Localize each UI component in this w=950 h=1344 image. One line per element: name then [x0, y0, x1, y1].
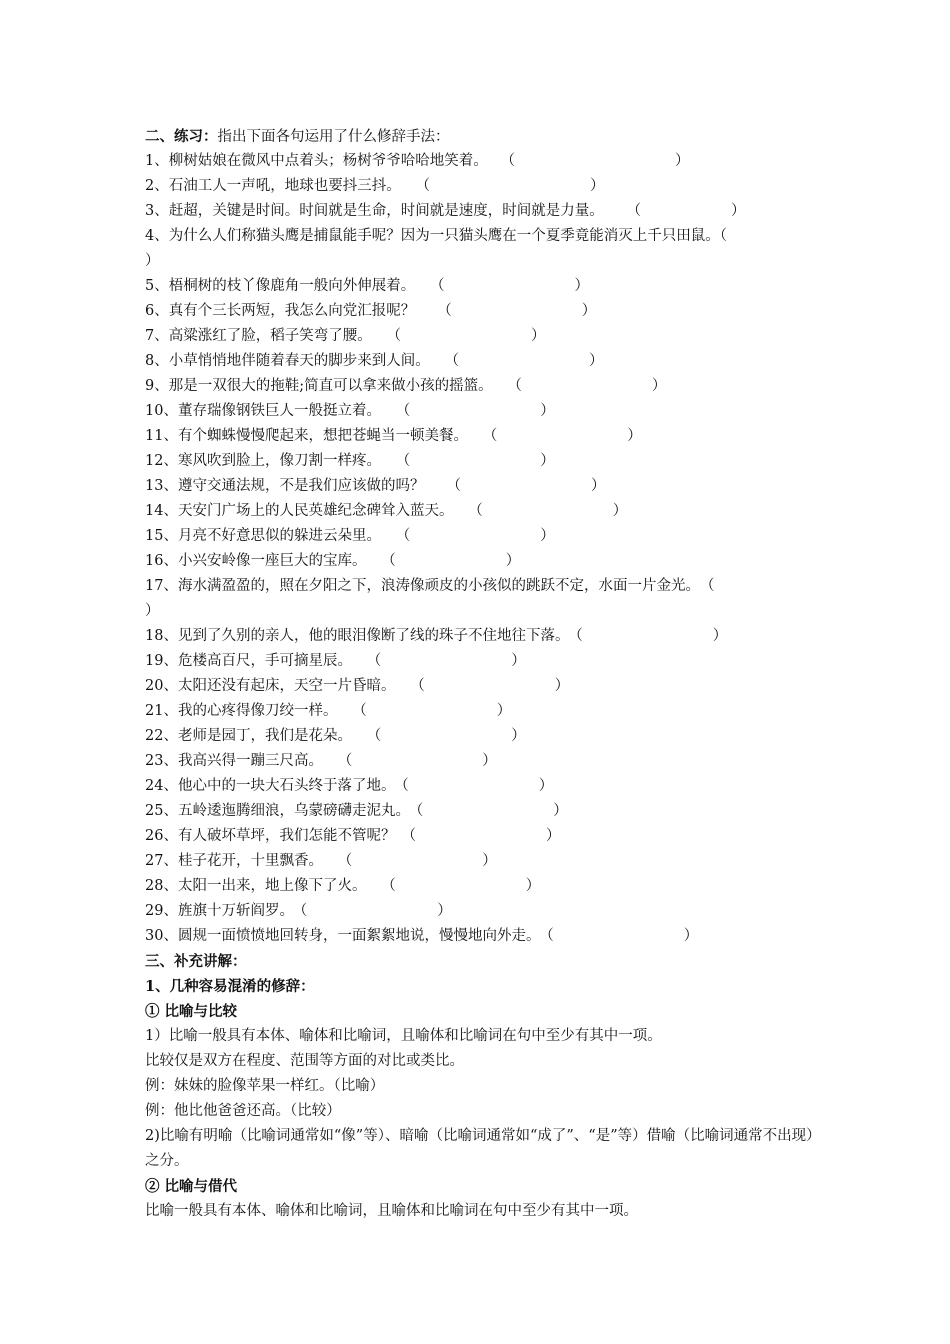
- question-text: 10、董存瑞像钢铁巨人一般挺立着。: [145, 403, 381, 419]
- question-item: [145, 624, 825, 649]
- open-paren: （: [402, 528, 411, 544]
- question-text: 7、高粱涨红了脸，稻子笑弯了腰。: [145, 328, 372, 344]
- open-paren: （: [575, 628, 583, 644]
- answer-blank[interactable]: [423, 178, 605, 194]
- open-paren: （: [388, 553, 396, 569]
- question-list: [145, 149, 825, 949]
- answer-blank[interactable]: [401, 828, 560, 844]
- example-1: 例：妹妹的脸像苹果一样红。（比喻）: [145, 1078, 385, 1094]
- question-item: [145, 499, 825, 524]
- close-paren: ）: [553, 803, 568, 819]
- paragraph-3: 2)比喻有明喻（比喻词通常如“像”等）、暗喻（比喻词通常如“成了”、“是”等）借喻（比喻词通常不出现）之分。: [145, 1128, 821, 1169]
- answer-blank[interactable]: [388, 878, 540, 894]
- question-item: [145, 449, 825, 474]
- open-paren: （: [393, 328, 401, 344]
- question-item: [145, 549, 825, 574]
- question-text: 19、危楼高百尺，手可摘星辰。: [145, 653, 352, 669]
- question-item: [145, 799, 825, 824]
- question-item: [145, 224, 825, 249]
- answer-blank[interactable]: [374, 653, 526, 669]
- open-paren: （: [507, 153, 515, 169]
- question-item: [145, 824, 825, 849]
- question-item: [145, 674, 825, 699]
- answer-blank[interactable]: [403, 453, 555, 469]
- question-text: 27、桂子花开，十里飘香。: [145, 853, 323, 869]
- open-paren: （: [359, 703, 367, 719]
- open-paren: （: [417, 678, 425, 694]
- open-paren: （: [415, 803, 424, 819]
- close-paren: ）: [712, 628, 728, 644]
- question-item: [145, 874, 825, 899]
- answer-blank[interactable]: [475, 503, 627, 519]
- close-paren: ）: [482, 753, 497, 769]
- document-body: [145, 124, 825, 1224]
- question-item: [145, 274, 825, 299]
- open-paren: （: [388, 878, 396, 894]
- section2-instruction: 指出下面各句运用了什么修辞手法：: [217, 129, 450, 145]
- question-item: [145, 899, 825, 924]
- answer-blank-continuation[interactable]: [145, 249, 825, 274]
- question-text: 8、小草悄悄地伴随着春天的脚步来到人间。: [145, 353, 430, 369]
- answer-blank[interactable]: [634, 203, 746, 219]
- answer-blank[interactable]: [446, 478, 605, 494]
- open-paren: （: [373, 728, 382, 744]
- section3-subheading: 1、几种容易混淆的修辞：: [145, 978, 315, 995]
- answer-blank-continuation[interactable]: [145, 599, 825, 624]
- question-text: 9、那是一双很大的拖鞋;简直可以拿来做小孩的摇篮。: [145, 378, 493, 394]
- close-paren: ）: [590, 478, 606, 494]
- question-text: 17、海水满盈盈的，照在夕阳之下，浪涛像顽皮的小孩似的跳跃不定，水面一片金光。 （: [145, 578, 715, 594]
- close-paren: ）: [505, 553, 521, 569]
- answer-blank[interactable]: [374, 728, 526, 744]
- open-paren: （: [401, 778, 409, 794]
- answer-blank[interactable]: [546, 928, 698, 944]
- section2-heading: 二、练习：: [145, 128, 218, 145]
- item2-title: ② 比喻与借代: [145, 1178, 238, 1195]
- close-paren: ）: [589, 178, 605, 194]
- open-paren: （: [437, 303, 452, 319]
- answer-blank[interactable]: [388, 553, 520, 569]
- close-paren: ）: [588, 353, 604, 369]
- open-paren: （: [402, 403, 411, 419]
- answer-blank[interactable]: [417, 678, 569, 694]
- question-item: [145, 374, 825, 399]
- question-text: 23、我高兴得一蹦三尺高。: [145, 753, 323, 769]
- question-item: [145, 199, 825, 224]
- answer-blank[interactable]: [490, 428, 642, 444]
- open-paren: （: [344, 853, 353, 869]
- open-paren: （: [299, 903, 308, 919]
- answer-blank[interactable]: [437, 303, 596, 319]
- paragraph-2: 比较仅是双方在程度、范围等方面的对比或类比。: [145, 1053, 464, 1069]
- example-2: 例：他比他爸爸还高。（比较）: [145, 1103, 341, 1119]
- question-text: 26、有人破坏草坪，我们怎能不管呢？: [145, 828, 396, 844]
- question-text: 15、月亮不好意思似的躲进云朵里。: [145, 528, 381, 544]
- question-text: 4、为什么人们称猫头鹰是捕鼠能手呢？因为一只猫头鹰在一个夏季竟能消灭上千只田鼠。（: [145, 228, 727, 244]
- question-text: 30、圆规一面愤愤地回转身，一面絮絮地说，慢慢地向外走。: [145, 928, 541, 944]
- question-item: [145, 399, 825, 424]
- question-text: 13、遵守交通法规，不是我们应该做的吗？: [145, 478, 425, 494]
- question-item: [145, 649, 825, 674]
- question-text: 29、旌旗十万斩阎罗。: [145, 903, 294, 919]
- open-paren: （: [344, 753, 353, 769]
- close-paren: ）: [145, 603, 160, 619]
- close-paren: ）: [540, 403, 555, 419]
- question-text: 11、有个蜘蛛慢慢爬起来，想把苍蝇当一顿美餐。: [145, 428, 468, 444]
- answer-blank[interactable]: [403, 528, 555, 544]
- answer-blank[interactable]: [575, 628, 727, 644]
- close-paren: ）: [574, 278, 589, 294]
- open-paren: （: [446, 478, 461, 494]
- close-paren: ）: [511, 728, 526, 744]
- close-paren: ）: [540, 528, 555, 544]
- question-item: [145, 474, 825, 499]
- question-text: 3、赶超，关键是时间。时间就是生命，时间就是速度，时间就是力量。: [145, 203, 604, 219]
- answer-blank[interactable]: [345, 753, 497, 769]
- open-paren: （: [489, 428, 498, 444]
- question-text: 22、老师是园丁，我们是花朵。: [145, 728, 352, 744]
- open-paren: （: [633, 203, 641, 219]
- question-item: [145, 574, 825, 599]
- question-item: [145, 699, 825, 724]
- close-paren: ）: [651, 378, 667, 394]
- close-paren: ）: [540, 453, 555, 469]
- question-text: 25、五岭逶迤腾细浪，乌蒙磅礴走泥丸。: [145, 803, 410, 819]
- answer-blank[interactable]: [508, 153, 690, 169]
- open-paren: （: [546, 928, 554, 944]
- close-paren: ）: [145, 253, 160, 269]
- question-item: [145, 149, 825, 174]
- question-text: 24、他心中的一块大石头终于落了地。: [145, 778, 396, 794]
- section3-heading: 三、补充讲解：: [145, 953, 247, 970]
- answer-blank[interactable]: [437, 278, 589, 294]
- question-item: [145, 424, 825, 449]
- close-paren: ）: [545, 828, 561, 844]
- open-paren: （: [475, 503, 483, 519]
- question-text: 14、天安门广场上的人民英雄纪念碑耸入蓝天。: [145, 503, 454, 519]
- question-item: [145, 299, 825, 324]
- paragraph-1: 1）比喻一般具有本体、喻体和比喻词，且喻体和比喻词在句中至少有其中一项。: [145, 1028, 662, 1044]
- answer-blank[interactable]: [416, 803, 568, 819]
- answer-blank[interactable]: [394, 328, 546, 344]
- question-item: [145, 749, 825, 774]
- close-paren: ）: [627, 428, 642, 444]
- question-item: [145, 924, 825, 949]
- close-paren: ）: [730, 203, 746, 219]
- close-paren: ）: [674, 153, 690, 169]
- question-item: [145, 524, 825, 549]
- open-paren: （: [402, 453, 411, 469]
- answer-blank[interactable]: [403, 403, 555, 419]
- answer-blank[interactable]: [401, 778, 553, 794]
- close-paren: ）: [683, 928, 699, 944]
- answer-blank[interactable]: [345, 853, 497, 869]
- open-paren: （: [373, 653, 382, 669]
- question-item: [145, 349, 825, 374]
- question-text: 16、小兴安岭像一座巨大的宝库。: [145, 553, 367, 569]
- open-paren: （: [451, 353, 459, 369]
- answer-blank[interactable]: [452, 353, 604, 369]
- question-text: 5、梧桐树的枝丫像鹿角一般向外伸展着。: [145, 278, 416, 294]
- close-paren: ）: [538, 778, 554, 794]
- close-paren: ）: [612, 503, 628, 519]
- open-paren: （: [422, 178, 430, 194]
- question-item: [145, 849, 825, 874]
- close-paren: ）: [530, 328, 546, 344]
- question-text: 18、见到了久别的亲人，他的眼泪像断了线的珠子不住地往下落。: [145, 628, 570, 644]
- answer-blank[interactable]: [359, 703, 511, 719]
- question-text: 1、柳树姑娘在微风中点着头；杨树爷爷哈哈地笑着。: [145, 153, 488, 169]
- question-item: [145, 724, 825, 749]
- question-item: [145, 174, 825, 199]
- question-text: 6、真有个三长两短，我怎么向党汇报呢？: [145, 303, 416, 319]
- question-text: 12、寒风吹到脸上，像刀割一样疼。: [145, 453, 381, 469]
- close-paren: ）: [554, 678, 570, 694]
- close-paren: ）: [482, 853, 497, 869]
- item1-title: ① 比喻与比较: [145, 1003, 238, 1020]
- question-text: 20、太阳还没有起床，天空一片昏暗。: [145, 678, 396, 694]
- close-paren: ）: [581, 303, 597, 319]
- answer-blank[interactable]: [515, 378, 667, 394]
- close-paren: ）: [437, 903, 452, 919]
- close-paren: ）: [496, 703, 512, 719]
- section2-heading-line: [145, 124, 825, 149]
- open-paren: （: [437, 278, 445, 294]
- question-item: [145, 324, 825, 349]
- answer-blank[interactable]: [300, 903, 452, 919]
- open-paren: （: [401, 828, 416, 844]
- close-paren: ）: [525, 878, 541, 894]
- open-paren: （: [514, 378, 522, 394]
- question-text: 21、我的心疼得像刀绞一样。: [145, 703, 338, 719]
- close-paren: ）: [511, 653, 526, 669]
- question-item: [145, 774, 825, 799]
- paragraph-4: 比喻一般具有本体、喻体和比喻词，且喻体和比喻词在句中至少有其中一项。: [145, 1203, 638, 1219]
- question-text: 2、石油工人一声吼，地球也要抖三抖。: [145, 178, 401, 194]
- question-text: 28、太阳一出来，地上像下了火。: [145, 878, 367, 894]
